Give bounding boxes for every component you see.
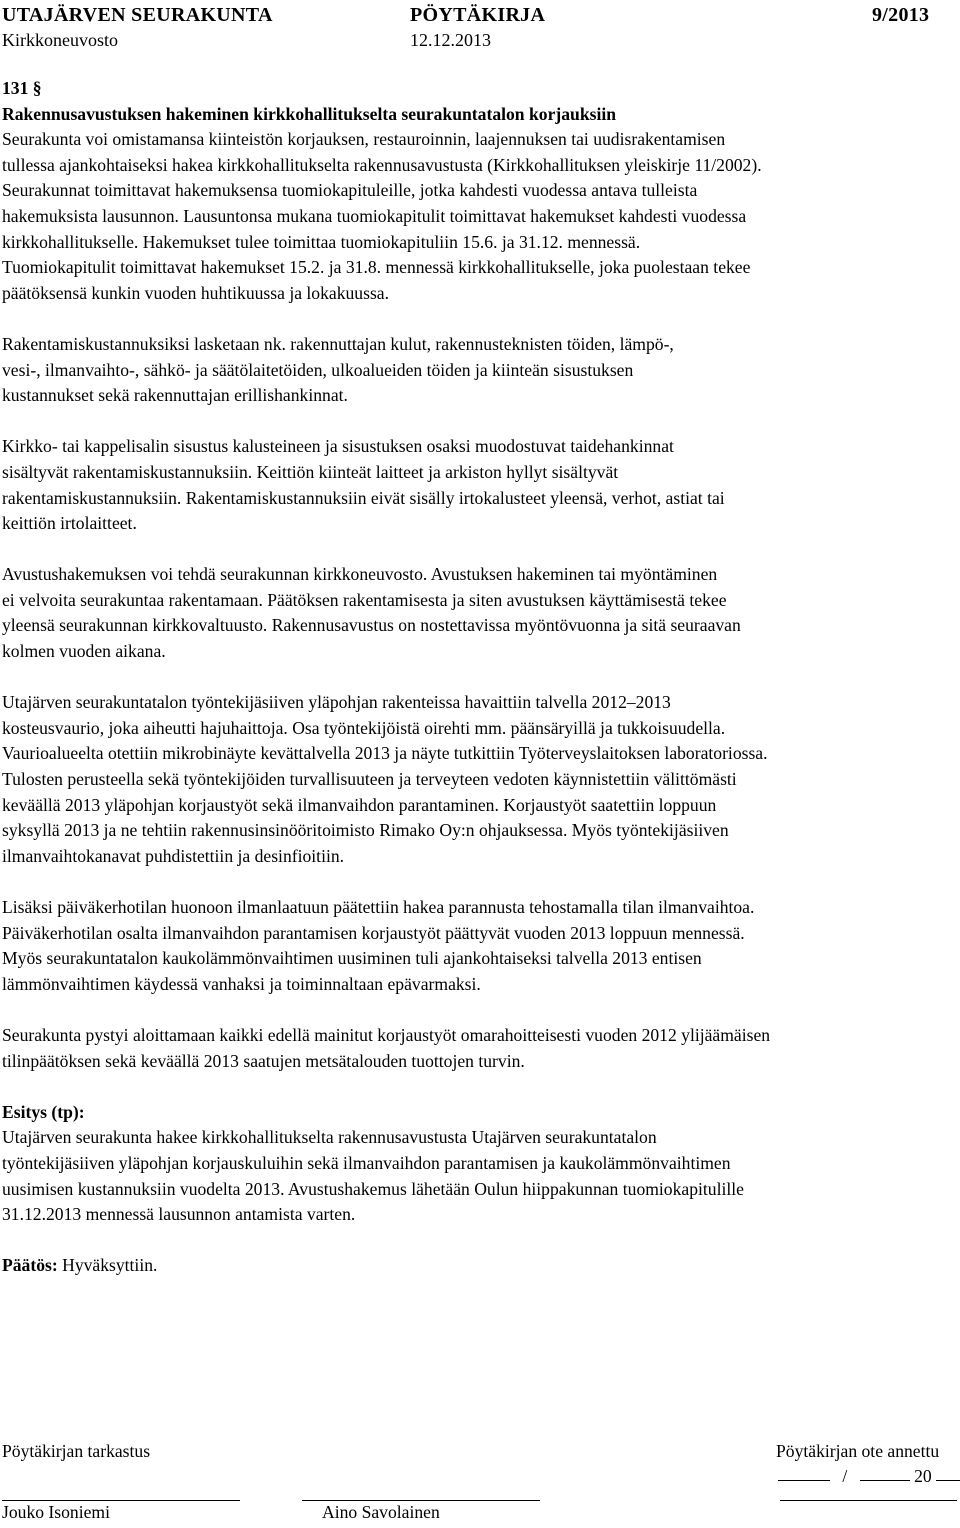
paragraph-3 — [2, 434, 958, 536]
meeting-body: Kirkkoneuvosto — [2, 30, 118, 50]
paragraph-4 — [2, 562, 958, 664]
proposal-text — [2, 1125, 958, 1227]
decision-text: Hyväksyttiin. — [62, 1255, 158, 1276]
p5-line: Utajärven seurakuntatalon työntekijäsiiven yläpohjan rakenteissa havaittiin talvella 2012–2013 — [2, 692, 671, 713]
meeting-date: 12.12.2013 — [410, 30, 491, 50]
signature-line-3 — [780, 1500, 957, 1501]
p2-line: kustannukset sekä rakennuttajan erillishankinnat. — [2, 385, 348, 406]
signer-1: Jouko Isoniemi — [2, 1502, 111, 1522]
p2-line: Rakentamiskustannuksiksi lasketaan nk. rakennuttajan kulut, rakennusteknisten töiden, lämpö-, — [2, 333, 674, 354]
p1-line: Seurakunta voi omistamansa kiinteistön korjauksen, restauroinnin, laajennuksen tai uudisrakentamisen — [2, 129, 726, 150]
proposal-line: uusimisen kustannuksiin vuodelta 2013. Avustushakemus lähetään Oulun hiippakunnan tuomiokapitulille — [2, 1178, 744, 1199]
p6-line: Myös seurakuntatalon kaukolämmönvaihtimen uusiminen tuli ajankohtaiseksi talvella 2013 entisen — [2, 948, 702, 969]
signature-line-2 — [302, 1500, 540, 1501]
p4-line: Avustushakemuksen voi tehdä seurakunnan kirkkoneuvosto. Avustuksen hakeminen tai myöntäminen — [2, 564, 718, 585]
p6-line: lämmönvaihtimen käydessä vanhaksi ja toiminnaltaan epävarmaksi. — [2, 973, 481, 994]
section-number: 131 § — [2, 78, 42, 98]
paragraph-2 — [2, 332, 958, 409]
p2-line: vesi-, ilmanvaihto-, sähkö- ja säätölaitetöiden, ulkoalueiden töiden ja kiinteän sisustuksen — [2, 359, 634, 380]
date-separator: / — [842, 1466, 848, 1486]
p3-line: sisältyvät rakentamiskustannuksiin. Keittiön kiinteät laitteet ja arkiston hyllyt sisältyvät — [2, 461, 619, 482]
paragraph-7 — [2, 1023, 958, 1074]
year-blank — [936, 1479, 960, 1481]
p1-line: kirkkohallitukselle. Hakemukset tulee toimittaa tuomiokapituliin 15.6. ja 31.12. mennessä. — [2, 231, 641, 252]
p6-line: Päiväkerhotilan osalta ilmanvaihdon parantamisen korjaustyöt päättyvät vuoden 2013 loppuun mennessä. — [2, 922, 745, 943]
extract-date-field — [778, 1466, 960, 1487]
year-prefix: 20 — [914, 1466, 932, 1486]
parish-name: UTAJÄRVEN SEURAKUNTA — [2, 4, 273, 26]
proposal-line: Utajärven seurakunta hakee kirkkohallitukselta rakennusavustusta Utajärven seurakuntatalon — [2, 1127, 657, 1148]
section-title: Rakennusavustuksen hakeminen kirkkohallitukselta seurakuntatalon korjauksiin — [2, 103, 617, 124]
p4-line: yleensä seurakunnan kirkkovaltuusto. Rakennusavustus on nostettavissa myöntövuonna ja sitä seuraavan — [2, 615, 741, 636]
day-blank — [778, 1479, 830, 1481]
p5-line: Tulosten perusteella sekä työntekijöiden turvallisuuteen ja terveyteen vedoten käynnistettiin välittömästi — [2, 769, 737, 790]
p1-line: tullessa ajankohtaiseksi hakea kirkkohallitukselta rakennusavustusta (Kirkkohallituksen yleiskirje 11/2002). — [2, 154, 762, 175]
p5-line: kosteusvaurio, joka aiheutti hajuhaittoja. Osa työntekijöistä oirehti mm. päänsäryillä ja tukkoisuudella. — [2, 717, 726, 738]
month-blank — [860, 1479, 910, 1481]
p4-line: ei velvoita seurakuntaa rakentamaan. Päätöksen rakentamisesta ja siten avustuksen käyttämisestä tekee — [2, 589, 727, 610]
paragraph-6 — [2, 895, 958, 997]
p6-line: Lisäksi päiväkerhotilan huonoon ilmanlaatuun päätettiin hakea parannusta tehostamalla tilan ilmanvaihtoa. — [2, 897, 755, 917]
p1-line: Seurakunnat toimittavat hakemuksensa tuomiokapituleille, jotka kahdesti vuodessa antava tulleista — [2, 180, 698, 201]
paragraph-5 — [2, 690, 958, 869]
review-label: Pöytäkirjan tarkastus — [2, 1441, 151, 1461]
proposal-line: työntekijäsiiven yläpohjan korjauskuluihin sekä ilmanvaihdon parantamisen ja kaukolämmönvaihtimen — [2, 1152, 731, 1173]
minutes-section — [2, 76, 958, 1279]
p5-line: keväällä 2013 yläpohjan korjaustyöt sekä ilmanvaihdon parantaminen. Korjaustyöt saatettiin loppuun — [2, 794, 717, 815]
signature-line-1 — [2, 1500, 240, 1501]
p4-line: kolmen vuoden aikana. — [2, 641, 166, 662]
p5-line: syksyllä 2013 ja ne tehtiin rakennusinsinööritoimisto Rimako Oy:n ohjauksessa. Myös työntekijäsiiven — [2, 820, 729, 841]
signer-2: Aino Savolainen — [322, 1502, 440, 1522]
p1-line: päätöksensä kunkin vuoden huhtikuussa ja lokakuussa. — [2, 282, 390, 303]
p1-line: Tuomiokapitulit toimittavat hakemukset 15.2. ja 31.8. mennessä kirkkohallitukselle, joka puolestaan tekee — [2, 257, 751, 278]
p7-line: tilinpäätöksen sekä keväällä 2013 saatujen metsätalouden tuottojen turvin. — [2, 1050, 525, 1071]
paragraph-1 — [2, 127, 958, 306]
p3-line: rakentamiskustannuksiin. Rakentamiskustannuksiin eivät sisälly irtokalusteet yleensä, verhot, astiat tai — [2, 487, 725, 508]
p1-line: hakemuksista lausunnon. Lausuntonsa mukana tuomiokapitulit toimittavat hakemukset kahdesti vuodessa — [2, 205, 747, 226]
p7-line: Seurakunta pystyi aloittamaan kaikki edellä mainitut korjaustyöt omarahoitteisesti vuoden 2012 ylijäämäisen — [2, 1024, 771, 1045]
p5-line: ilmanvaihtokanavat puhdistettiin ja desinfioitiin. — [2, 845, 345, 866]
extract-label: Pöytäkirjan ote annettu — [776, 1441, 940, 1461]
p5-line: Vaurioalueelta otettiin mikrobinäyte kevättalvella 2013 ja näyte tutkittiin Työterveyslaitoksen laboratoriossa. — [2, 743, 768, 764]
decision — [2, 1253, 958, 1279]
proposal-label: Esitys (tp): — [2, 1101, 85, 1122]
document-number: 9/2013 — [872, 4, 930, 26]
proposal-line: 31.12.2013 mennessä lausunnon antamista varten. — [2, 1204, 356, 1225]
decision-label: Päätös: — [2, 1255, 58, 1276]
p3-line: Kirkko- tai kappelisalin sisustus kalusteineen ja sisustuksen osaksi muodostuvat taidehankinnat — [2, 436, 674, 457]
document-type: PÖYTÄKIRJA — [410, 4, 546, 26]
p3-line: keittiön irtolaitteet. — [2, 513, 137, 534]
